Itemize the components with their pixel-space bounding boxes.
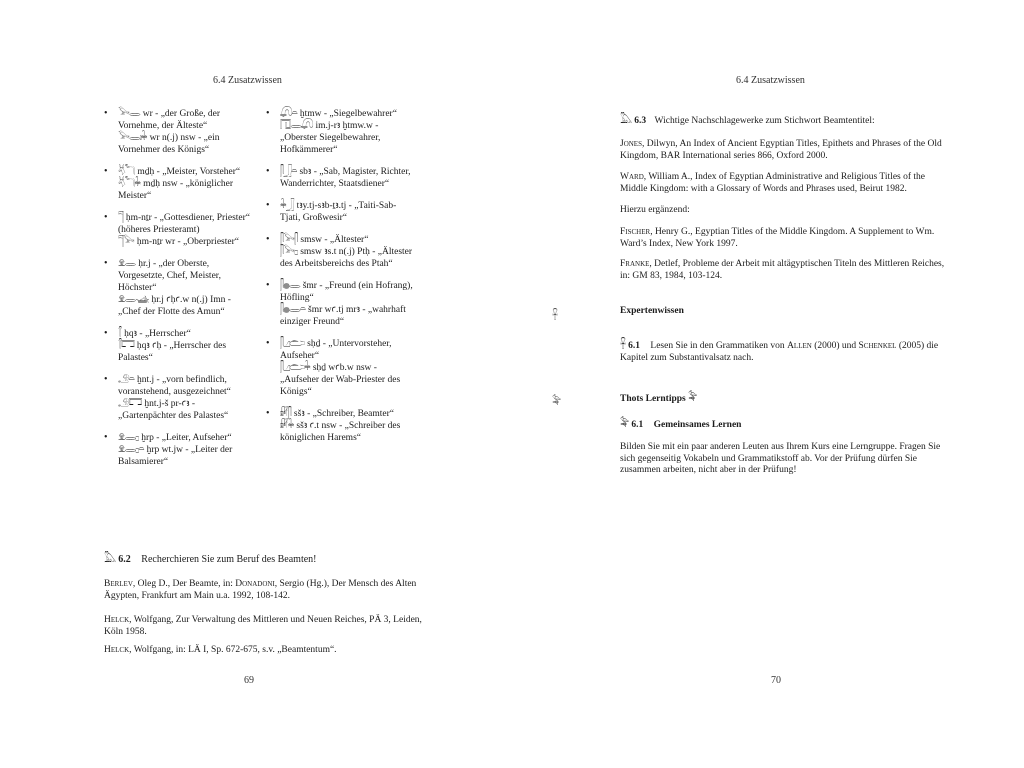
hieroglyph-icon: 𓏞𓇓 bbox=[280, 420, 294, 431]
bullet-dot: • bbox=[104, 212, 108, 223]
example-text: wr n(.j) nsw - „ein Vornehmer des Königs“ bbox=[118, 133, 220, 155]
entry-example bbox=[118, 444, 254, 468]
ref-author: Donadoni bbox=[235, 579, 275, 589]
entry-text: tꜣy.tj-sꜣb-ṯꜣ.tj - „Taiti-Sab-Tjati, Großwesir“ bbox=[280, 201, 397, 223]
section-6-3-title bbox=[620, 114, 945, 128]
ibis-icon: 𓅝 bbox=[688, 391, 698, 404]
section-6-2-title bbox=[104, 553, 434, 566]
entry-text: ḥqꜣ - „Herrscher“ bbox=[124, 329, 191, 339]
hieroglyph-icon: 𓅨𓂋𓏤𓇓 bbox=[118, 132, 147, 143]
section-number: 6.3 bbox=[634, 116, 647, 126]
reference-berlev bbox=[104, 578, 434, 602]
hieroglyph-icon: 𓉔𓂋𓋨 bbox=[280, 120, 313, 131]
entry-text: ḫrp - „Leiter, Aufseher“ bbox=[141, 433, 232, 443]
left-column-a bbox=[104, 108, 254, 478]
thots-heading bbox=[620, 392, 945, 406]
example-text: ḫrp wt.jw - „Leiter der Balsamierer“ bbox=[118, 445, 233, 467]
entry-text: sbꜣ - „Sab, Magister, Richter, Wanderrichter, Staatsdiener“ bbox=[280, 167, 411, 189]
hieroglyph-icon: 𓋾 bbox=[118, 328, 122, 339]
entry-text: ḫtmw - „Siegelbewahrer“ bbox=[299, 109, 397, 119]
entry-example bbox=[280, 246, 414, 270]
section-title: Recherchieren Sie zum Beruf des Beamten! bbox=[141, 554, 317, 565]
ref-text: , William A., Index of Egyptian Administrative and Religious Titles of the Middle Kingdom: with a Glossary of Words and Phrases used, Beirut 1982. bbox=[620, 172, 926, 194]
hieroglyph-icon: 𓋴𓈎𓂧 bbox=[280, 338, 305, 349]
ref-text: , Detlef, Probleme der Arbeit mit altägyptischen Titeln des Mittleren Reiches, in: GM 83, 1984, 103-124. bbox=[620, 259, 945, 281]
reference-franke bbox=[620, 259, 945, 282]
thots-text: Bilden Sie mit ein paar anderen Leuten aus Ihrem Kurs eine Lerngruppe. Fragen Sie sich gegenseitig Vokabeln und Grammatikstoff ab. Vor der Prüfung dürfen Sie zusammen arbeiten, nicht aber in der Prüfung! bbox=[620, 442, 941, 475]
title-entry bbox=[266, 234, 414, 270]
experten-6-1 bbox=[620, 339, 945, 364]
bullet-dot: • bbox=[266, 166, 270, 177]
entry-example bbox=[280, 120, 414, 156]
example-text: ḥr.j ꜥḥꜥ.w n(.j) Imn - „Chef der Flotte des Amun“ bbox=[118, 295, 231, 317]
ref-text: , Henry G., Egyptian Titles of the Middle Kingdom. A Supplement to Wm. Ward’s Index, New York 1997. bbox=[620, 227, 935, 249]
reference-helck-2 bbox=[104, 644, 434, 656]
hieroglyph-icon: 𓋴𓅨𓊪 bbox=[280, 246, 298, 257]
title-entry bbox=[266, 166, 414, 190]
experten-number: 6.1 bbox=[628, 341, 641, 351]
ref-author: Berlev bbox=[104, 579, 133, 589]
entry-text: ḫnt.j - „vorn befindlich, voranstehend, ausgezeichnet“ bbox=[118, 375, 231, 397]
entry-example bbox=[118, 236, 254, 248]
ref-text: , Sergio (Hg.), Der Mensch des Alten Ägypten, Frankfurt am Main u.a. 1992, 108-142. bbox=[104, 579, 417, 601]
bullet-dot: • bbox=[266, 234, 270, 245]
thots-6-1-title bbox=[620, 418, 945, 432]
ankh-icon: 𓋹 bbox=[552, 309, 559, 322]
hieroglyph-icon: 𓋴𓐍𓂋𓏏 bbox=[280, 304, 306, 315]
left-page-header: 6.4 Zusatzwissen bbox=[213, 75, 282, 86]
title-entry bbox=[104, 166, 254, 202]
ref-text: , Dilwyn, An Index of Ancient Egyptian Titles, Epithets and Phrases of the Old Kingdom, BAR International series 866, Oxford 2000. bbox=[620, 139, 942, 161]
bullet-dot: • bbox=[104, 108, 108, 119]
title-entry bbox=[104, 258, 254, 318]
example-text: mḏḥ nsw - „königlicher Meister“ bbox=[118, 179, 234, 201]
hieroglyph-icon: 𓁷𓂋𓊛 bbox=[118, 294, 149, 305]
entry-text: ḥm-nṯr - „Gottesdiener, Priester“ (höheres Priesteramt) bbox=[118, 213, 251, 235]
ref-author: Jones bbox=[620, 139, 642, 149]
section-title: Wichtige Nachschlagewerke zum Stichwort Beamtentitel: bbox=[654, 116, 875, 126]
example-text: im.j-rꜣ ḫtmw.w - „Oberster Siegelbewahrer, Hofkämmerer“ bbox=[280, 121, 381, 155]
bullet-dot: • bbox=[104, 258, 108, 269]
right-page-header: 6.4 Zusatzwissen bbox=[736, 75, 805, 86]
experten-text: Lesen Sie in den Grammatiken von bbox=[650, 341, 788, 351]
entry-text: wr - „der Große, der Vornehme, der Älteste“ bbox=[118, 109, 221, 131]
title-entry bbox=[104, 212, 254, 248]
hieroglyph-icon: 𓋴𓐍𓂋 bbox=[280, 280, 300, 291]
entry-example bbox=[118, 178, 254, 202]
ref-author: Helck bbox=[104, 645, 130, 655]
title-entry bbox=[266, 408, 414, 444]
experten-text: (2000) und bbox=[811, 341, 859, 351]
bullet-dot: • bbox=[266, 280, 270, 291]
scribe-icon: 𓅓 bbox=[104, 552, 117, 565]
entry-example bbox=[118, 132, 254, 156]
ref-author: Helck bbox=[104, 615, 130, 625]
title-entry bbox=[104, 108, 254, 156]
hieroglyph-icon: 𓄂𓉐 bbox=[118, 398, 142, 409]
example-text: šmr wꜥ.tj mrꜣ - „wahrhaft einziger Freund“ bbox=[280, 305, 406, 327]
bullet-dot: • bbox=[266, 408, 270, 419]
hieroglyph-icon: 𓄃𓆓 bbox=[118, 166, 135, 177]
right-page-number: 70 bbox=[771, 675, 781, 686]
author-name: Schenkel bbox=[858, 341, 897, 351]
title-entry bbox=[104, 374, 254, 422]
entry-example bbox=[118, 398, 254, 422]
hieroglyph-icon: 𓏞𓋴 bbox=[280, 408, 291, 419]
reference-fischer bbox=[620, 227, 945, 250]
title-entry bbox=[266, 280, 414, 328]
hieroglyph-icon: 𓅨𓂋 bbox=[118, 108, 140, 119]
reference-ward bbox=[620, 172, 945, 195]
ref-text: , Wolfgang, Zur Verwaltung des Mittleren und Neuen Reiches, PÄ 3, Leiden, Köln 1958. bbox=[104, 615, 422, 637]
bullet-dot: • bbox=[266, 200, 270, 211]
left-column-b bbox=[266, 108, 414, 454]
example-text: ḥqꜣ ꜥḥ - „Herrscher des Palastes“ bbox=[118, 341, 227, 363]
reference-jones bbox=[620, 139, 945, 162]
hieroglyph-icon: 𓇓𓃀 bbox=[280, 200, 294, 211]
hieroglyph-icon: 𓁷𓂋 bbox=[118, 258, 136, 269]
example-text: sḥḏ wꜥb.w nsw - „Aufseher der Wab-Priester des Königs“ bbox=[280, 363, 401, 397]
title-entry bbox=[266, 108, 414, 156]
bullet-dot: • bbox=[104, 166, 108, 177]
title-entry bbox=[104, 432, 254, 468]
title-entry bbox=[104, 328, 254, 364]
hieroglyph-icon: 𓁷𓂋𓊪𓏏 bbox=[118, 444, 144, 455]
entry-text: ḥr.j - „der Oberste, Vorgesetzte, Chef, Meister, Höchster“ bbox=[118, 259, 221, 293]
hieroglyph-icon: 𓋴𓅨𓋴 bbox=[280, 234, 298, 245]
experten-heading: Expertenwissen bbox=[620, 306, 684, 316]
hieroglyph-icon: 𓊹𓅨 bbox=[118, 236, 134, 247]
title-entry bbox=[266, 338, 414, 398]
example-text: ḥm-nṯr wr - „Oberpriester“ bbox=[136, 237, 239, 247]
hierzu-text: Hierzu ergänzend: bbox=[620, 205, 690, 215]
ref-author: Fischer bbox=[620, 227, 651, 237]
ref-author: Ward bbox=[620, 172, 644, 182]
bullet-dot: • bbox=[266, 338, 270, 349]
hieroglyph-icon: 𓋾𓉐 bbox=[118, 340, 134, 351]
entry-example bbox=[118, 294, 254, 318]
entry-example bbox=[118, 340, 254, 364]
entry-example bbox=[280, 362, 414, 398]
section-number: 6.2 bbox=[118, 554, 131, 565]
hieroglyph-icon: 𓁷𓂋𓊪 bbox=[118, 432, 139, 443]
bullet-dot: • bbox=[104, 432, 108, 443]
entry-example bbox=[280, 304, 414, 328]
hieroglyph-icon: 𓋨𓏏 bbox=[280, 108, 297, 119]
entry-text: mḏḥ - „Meister, Vorsteher“ bbox=[137, 167, 241, 177]
example-text: sšꜣ ꜥ.t nsw - „Schreiber des königlichen Harems“ bbox=[280, 421, 401, 443]
hieroglyph-icon: 𓋴𓃀𓏏 bbox=[280, 166, 297, 177]
title-entry bbox=[266, 200, 414, 224]
entry-text: šmr - „Freund (ein Hofrang), Höfling“ bbox=[280, 281, 413, 303]
ibis-icon: 𓅝 bbox=[620, 417, 630, 430]
example-text: ḫnt.j-š pr-ꜥꜣ - „Gartenpächter des Palastes“ bbox=[118, 399, 229, 421]
ibis-icon: 𓅝 bbox=[552, 395, 562, 408]
ref-text: , Wolfgang, in: LÄ I, Sp. 672-675, s.v. „Beamtentum“. bbox=[129, 645, 337, 655]
bullet-dot: • bbox=[104, 374, 108, 385]
hieroglyph-icon: 𓋴𓈎𓂧𓇓 bbox=[280, 362, 310, 373]
left-page-number: 69 bbox=[244, 675, 254, 686]
right-page bbox=[512, 0, 1024, 768]
scribe-icon: 𓅓 bbox=[620, 113, 633, 126]
hieroglyph-icon: 𓄃𓆓𓇓 bbox=[118, 178, 141, 189]
entry-example bbox=[280, 420, 414, 444]
example-text: smsw ꜣs.t n(.j) Ptḥ - „Ältester des Arbeitsbereichs des Ptah“ bbox=[280, 247, 413, 269]
entry-text: sḥḏ - „Untervorsteher, Aufseher“ bbox=[280, 339, 392, 361]
thots-heading-text: Thots Lerntipps bbox=[620, 394, 686, 404]
reference-helck-1 bbox=[104, 614, 434, 638]
entry-text: smsw - „Ältester“ bbox=[300, 235, 369, 245]
bullet-dot: • bbox=[104, 328, 108, 339]
bullet-dot: • bbox=[266, 108, 270, 119]
thots-number: 6.1 bbox=[631, 420, 644, 430]
thots-title: Gemeinsames Lernen bbox=[653, 420, 742, 430]
ref-text: , Oleg D., Der Beamte, in: bbox=[132, 579, 236, 589]
ankh-icon: 𓋹 bbox=[620, 338, 627, 351]
experten-text: (2005) die Kapitel zum Substantivalsatz nach. bbox=[620, 341, 939, 363]
ref-author: Franke bbox=[620, 259, 650, 269]
author-name: Allen bbox=[787, 341, 812, 351]
entry-text: sšꜣ - „Schreiber, Beamter“ bbox=[293, 409, 394, 419]
hieroglyph-icon: 𓄂𓏏 bbox=[118, 374, 134, 385]
hieroglyph-icon: 𓊹 bbox=[118, 212, 123, 223]
